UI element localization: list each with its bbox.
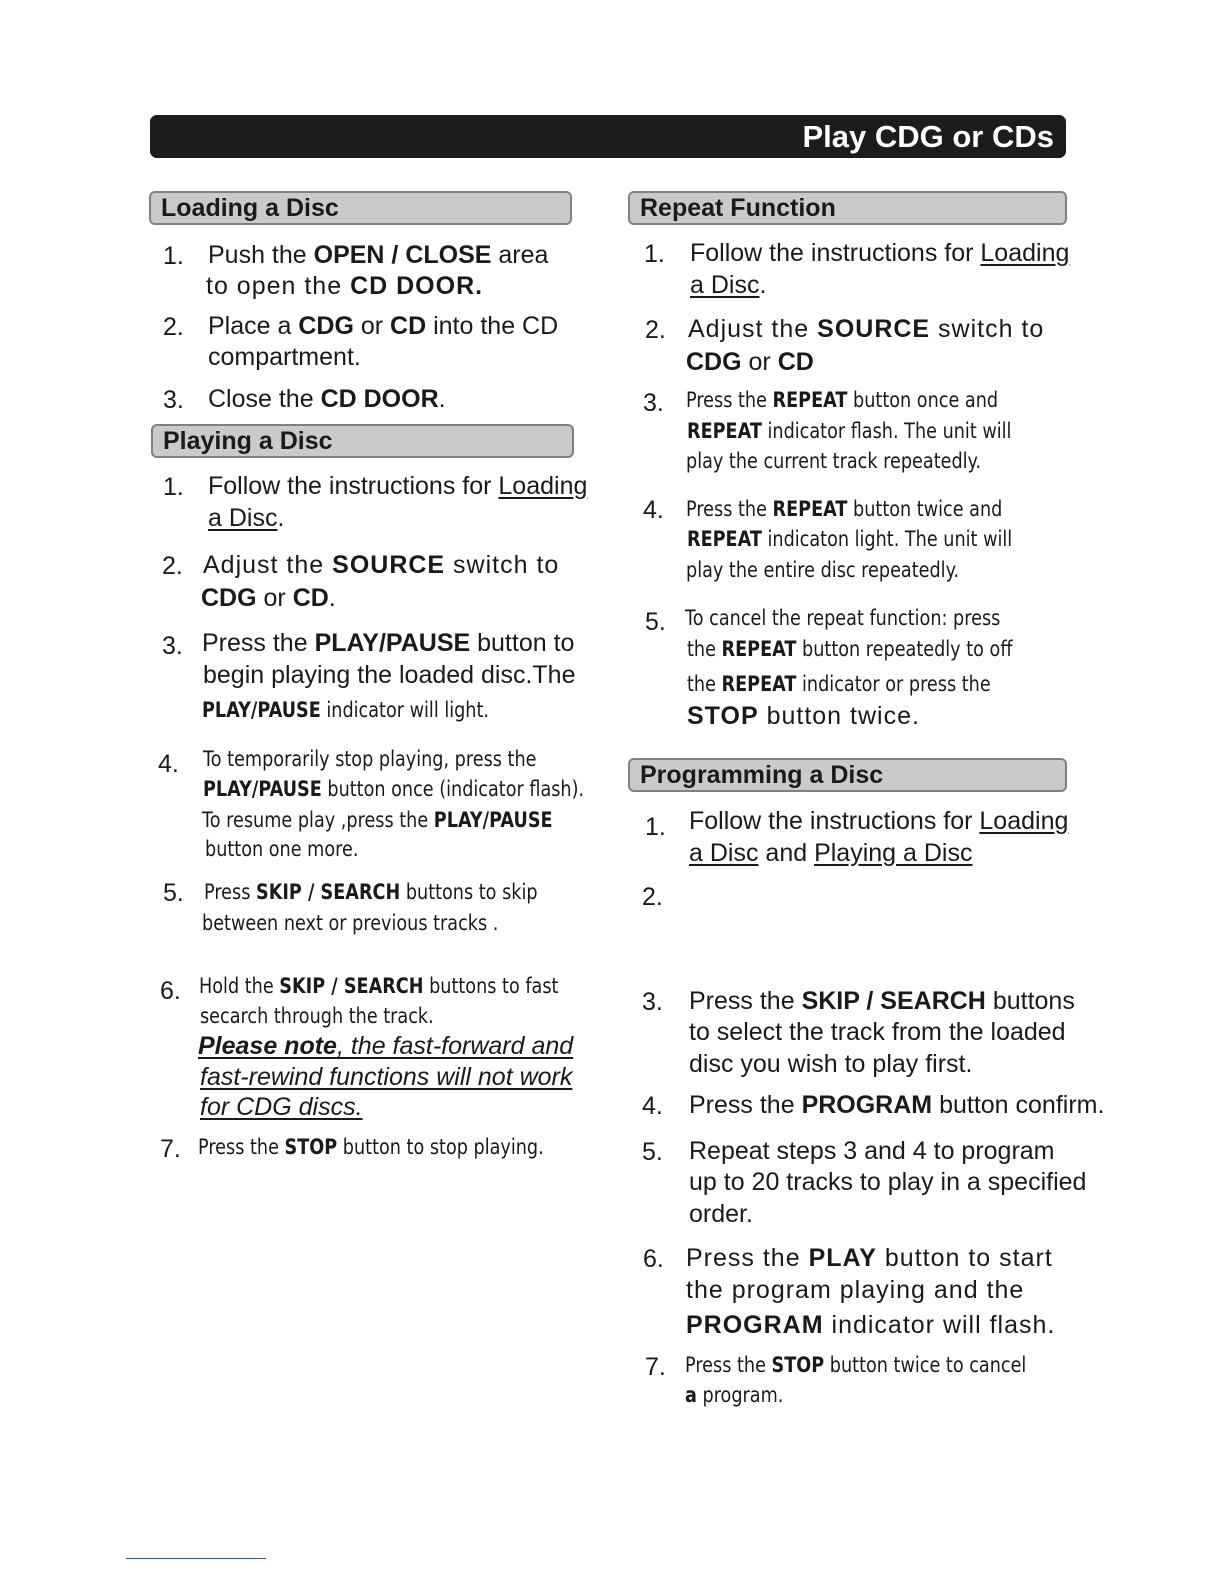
step-text: Adjust the SOURCE switch to [203, 551, 560, 579]
step-text: secarch through the track. [200, 1004, 434, 1029]
step-text: Press the STOP button to stop playing. [198, 1135, 544, 1160]
step-text: a Disc and Playing a Disc [689, 839, 973, 867]
step-number: 7. [160, 1135, 181, 1163]
page-title-bar [150, 115, 1066, 158]
step-number: 2. [642, 883, 663, 911]
step-number: 3. [163, 386, 184, 414]
step-text: PROGRAM indicator will flash. [686, 1311, 1056, 1339]
page-title: Play CDG or CDs [802, 119, 1054, 154]
step-text: To temporarily stop playing, press the [203, 747, 537, 772]
programming-heading: Programming a Disc [628, 758, 1067, 792]
step-number: 2. [163, 313, 184, 341]
loading-link[interactable]: a Disc [689, 839, 759, 867]
step-number: 3. [162, 632, 183, 660]
step-number: 3. [643, 389, 664, 417]
step-text: play the current track repeatedly. [686, 449, 982, 474]
step-text: Press the PLAY/PAUSE button to [202, 629, 575, 657]
step-text: the program playing and the [686, 1276, 1025, 1304]
loading-link[interactable]: Loading [498, 472, 588, 500]
step-number: 1. [163, 242, 184, 270]
step-text: Push the OPEN / CLOSE area [208, 241, 549, 269]
footer-rule [126, 1558, 266, 1559]
step-text: Place a CDG or CD into the CD [208, 312, 559, 340]
loading-link[interactable]: a Disc [208, 504, 278, 532]
step-number: 1. [645, 813, 666, 841]
step-text: Follow the instructions for Loading [690, 239, 1070, 267]
step-text: Hold the SKIP / SEARCH buttons to fast [199, 974, 559, 999]
step-number: 4. [158, 750, 179, 778]
step-number: 7. [645, 1353, 666, 1381]
step-text: button one more. [205, 837, 359, 862]
step-text: To resume play ,press the PLAY/PAUSE [202, 808, 553, 833]
step-number: 5. [163, 879, 184, 907]
step-number: 2. [162, 552, 183, 580]
step-text: Close the CD DOOR. [208, 385, 446, 413]
step-text: Press the REPEAT button twice and [686, 497, 1003, 522]
step-text: disc you wish to play first. [689, 1050, 973, 1078]
step-text: a Disc. [208, 504, 285, 532]
step-text: a program. [685, 1383, 784, 1408]
step-text: Press SKIP / SEARCH buttons to skip [204, 880, 538, 905]
step-number: 4. [642, 1092, 663, 1120]
step-text: Follow the instructions for Loading [689, 807, 1069, 835]
step-text: PLAY/PAUSE button once (indicator flash). [203, 777, 585, 802]
loading-link[interactable]: a Disc [690, 271, 760, 299]
step-text: the REPEAT button repeatedly to off [687, 637, 1013, 662]
step-text: Follow the instructions for Loading [208, 472, 588, 500]
step-text: to select the track from the loaded [689, 1018, 1066, 1046]
cdg-note: Please note, the fast-forward and [198, 1032, 574, 1060]
step-text: Repeat steps 3 and 4 to program [689, 1137, 1055, 1165]
step-text: CDG or CD. [201, 584, 336, 612]
step-text: begin playing the loaded disc.The [203, 661, 576, 689]
step-text: Adjust the SOURCE switch to [688, 315, 1045, 343]
repeat-heading: Repeat Function [628, 191, 1067, 225]
step-text: PLAY/PAUSE indicator will light. [202, 698, 489, 723]
step-text: CDG or CD [686, 348, 814, 376]
cdg-note: fast-rewind functions will not work [200, 1063, 573, 1091]
step-text: Press the REPEAT button once and [686, 388, 999, 413]
step-number: 4. [643, 496, 664, 524]
step-text: REPEAT indicator flash. The unit will [687, 419, 1012, 444]
loading-heading: Loading a Disc [149, 191, 572, 225]
step-number: 6. [643, 1245, 664, 1273]
step-text: STOP button twice. [687, 702, 920, 730]
step-number: 2. [645, 316, 666, 344]
step-text: the REPEAT indicator or press the [687, 672, 991, 697]
step-number: 3. [642, 988, 663, 1016]
step-text: between next or previous tracks . [202, 911, 499, 936]
step-text: to open the CD DOOR. [206, 272, 484, 300]
step-text: REPEAT indicaton light. The unit will [687, 527, 1013, 552]
step-text: order. [689, 1200, 753, 1228]
step-number: 1. [644, 240, 665, 268]
loading-link[interactable]: Loading [980, 239, 1070, 267]
loading-link[interactable]: Loading [979, 807, 1069, 835]
step-text: To cancel the repeat function: press [685, 606, 1001, 631]
step-text: Press the PROGRAM button confirm. [689, 1091, 1105, 1119]
step-text: Press the SKIP / SEARCH buttons [689, 987, 1075, 1015]
step-number: 1. [163, 473, 184, 501]
step-number: 6. [160, 977, 181, 1005]
step-text: Press the STOP button twice to cancel [685, 1353, 1027, 1378]
playing-link[interactable]: Playing a Disc [814, 839, 973, 867]
step-number: 5. [642, 1138, 663, 1166]
step-text: play the entire disc repeatedly. [686, 558, 960, 583]
step-text: a Disc. [690, 271, 767, 299]
step-number: 5. [645, 608, 666, 636]
step-text: up to 20 tracks to play in a specified [689, 1168, 1087, 1196]
step-text: Press the PLAY button to start [686, 1244, 1053, 1272]
step-text: compartment. [208, 343, 361, 371]
cdg-note: for CDG discs. [200, 1093, 363, 1121]
playing-heading: Playing a Disc [151, 424, 574, 458]
